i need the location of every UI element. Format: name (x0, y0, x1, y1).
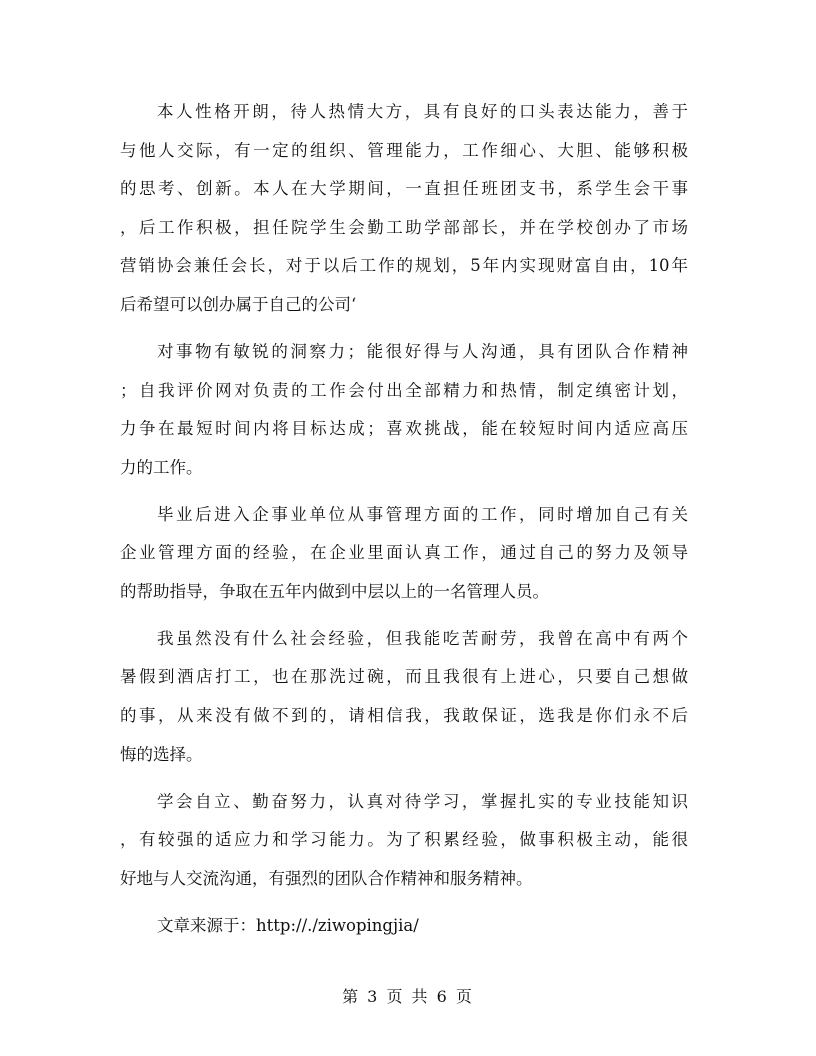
text-line: ，有较强的适应力和学习能力。为了积累经验，做事积极主动，能很 (120, 830, 688, 850)
text-line: ；自我评价网对负责的工作会付出全部精力和热情，制定缜密计划， (120, 380, 688, 400)
text-line: 暑假到酒店打工，也在那洗过碗，而且我很有上进心，只要自己想做 (120, 667, 688, 687)
paragraph-personality (120, 93, 688, 325)
paragraph-self-evaluation (120, 333, 688, 487)
text-line: 学会自立、勤奋努力，认真对待学习，掌握扎实的专业技能知识 (157, 791, 688, 811)
text-line: 我虽然没有什么社会经验，但我能吃苦耐劳，我曾在高中有两个 (157, 628, 688, 648)
paragraph-source (120, 907, 688, 946)
paragraph-career-plan (120, 496, 688, 612)
text-line: 后希望可以创办属于自己的公司‘ (120, 294, 357, 314)
text-line: 本人性格开朗，待人热情大方，具有良好的口头表达能力，善于 (157, 102, 688, 121)
text-line: 的思考、创新。本人在大学期间，一直担任班团支书，系学生会干事 (120, 179, 688, 199)
text-line: 毕业后进入企事业单位从事管理方面的工作，同时增加自己有关 (157, 504, 688, 524)
text-line: 企业管理方面的经验，在企业里面认真工作，通过自己的努力及领导 (120, 543, 688, 563)
text-line: 悔的选择。 (120, 744, 203, 764)
document-body (120, 93, 688, 945)
page-number-footer: 第 3 页 共 6 页 (342, 987, 474, 1006)
text-line: 好地与人交流沟通，有强烈的团队合作精神和服务精神。 (120, 868, 533, 888)
source-line: 文章来源于：http://./ziwopingjia/ (157, 915, 419, 935)
paragraph-experience (120, 620, 688, 774)
text-line: ，后工作积极，担任院学生会勤工助学部部长，并在学校创办了市场 (120, 217, 688, 237)
text-line: 对事物有敏锐的洞察力；能很好得与人沟通，具有团队合作精神 (157, 341, 688, 361)
text-line: 的事，从来没有做不到的，请相信我，我敢保证，选我是你们永不后 (120, 706, 688, 726)
text-line: 力的工作。 (120, 457, 203, 477)
text-line: 营销协会兼任会长，对于以后工作的规划，5年内实现财富自由，10年 (120, 256, 688, 276)
paragraph-learning (120, 783, 688, 899)
text-line: 力争在最短时间内将目标达成；喜欢挑战，能在较短时间内适应高压 (120, 419, 688, 439)
text-line: 的帮助指导，争取在五年内做到中层以上的一名管理人员。 (120, 581, 549, 601)
text-line: 与他人交际，有一定的组织、管理能力，工作细心、大胆、能够积极 (120, 140, 688, 160)
